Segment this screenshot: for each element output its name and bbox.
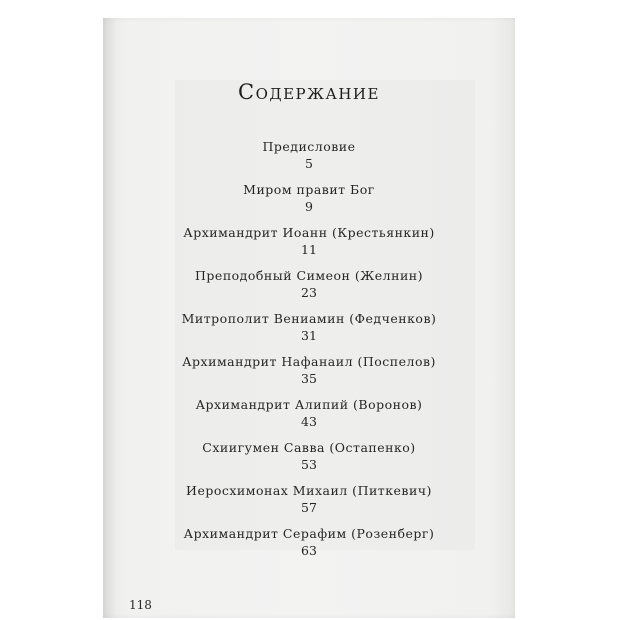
toc-entry-title: Архимандрит Иоанн (Крестьянкин): [183, 225, 435, 240]
toc-entry: [103, 353, 515, 396]
toc-entry-page: 9: [305, 199, 313, 214]
toc-entry-page: 43: [301, 414, 317, 429]
toc-entry-page: 57: [301, 500, 317, 515]
toc-entry-title: Архимандрит Алипий (Воронов): [195, 397, 423, 412]
toc-entry-title: Архимандрит Серафим (Розенберг): [183, 526, 435, 541]
toc-entry: [103, 439, 515, 482]
toc-entry: [103, 525, 515, 568]
book-page: [103, 18, 515, 618]
toc-entry-page: 63: [301, 543, 317, 558]
toc-entry-page: 31: [301, 328, 317, 343]
page-title: Содержание: [238, 80, 380, 104]
toc-entry-title: Преподобный Симеон (Желнин): [195, 268, 423, 283]
toc-entry: [103, 181, 515, 224]
toc-entry-page: 5: [305, 156, 313, 171]
table-of-contents: [103, 138, 515, 568]
toc-entry-title: Миром правит Бог: [243, 182, 375, 197]
toc-entry-page: 11: [301, 242, 317, 257]
toc-entry-title: Предисловие: [262, 139, 356, 154]
toc-entry-page: 53: [301, 457, 317, 472]
toc-entry: [103, 138, 515, 181]
toc-entry-page: 35: [301, 371, 317, 386]
toc-entry-title: Схиигумен Савва (Остапенко): [202, 440, 416, 455]
toc-entry-title: Архимандрит Нафанаил (Поспелов): [182, 354, 436, 369]
toc-entry-title: Митрополит Вениамин (Федченков): [181, 311, 437, 326]
toc-entry: [103, 396, 515, 439]
toc-entry-page: 23: [301, 285, 317, 300]
toc-entry: [103, 224, 515, 267]
page-number: 118: [129, 598, 152, 612]
toc-entry: [103, 310, 515, 353]
toc-entry: [103, 267, 515, 310]
toc-entry-title: Иеросхимонах Михаил (Питкевич): [186, 483, 432, 498]
toc-entry: [103, 482, 515, 525]
